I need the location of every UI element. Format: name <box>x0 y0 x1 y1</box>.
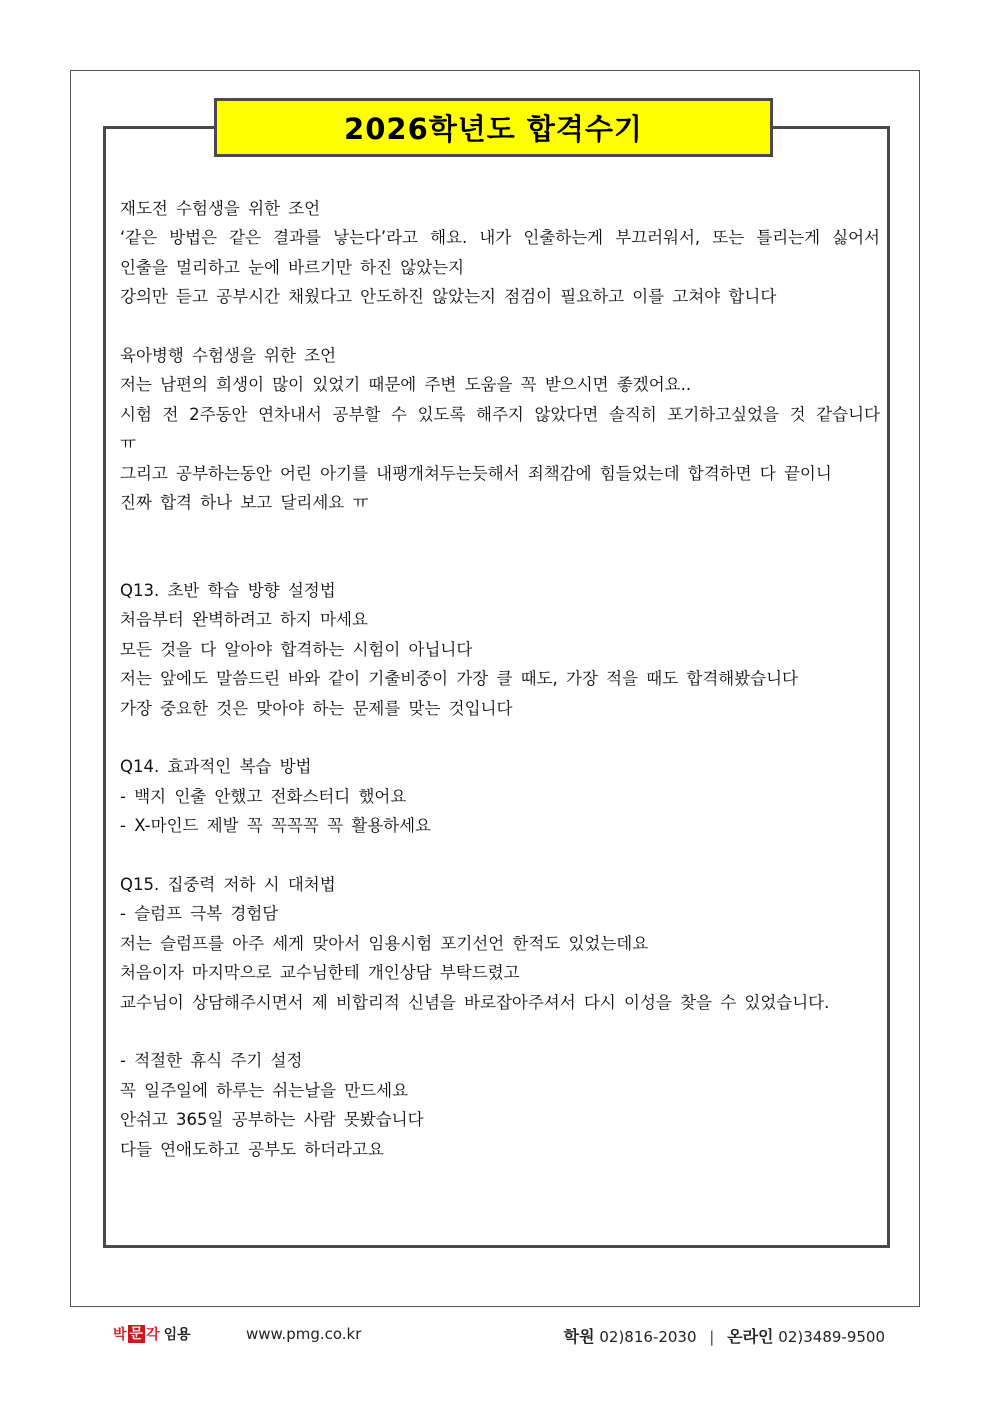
text-line: 강의만 듣고 공부시간 채웠다고 안도하진 않았는지 점검이 필요하고 이를 고쳐야 합니다 <box>120 287 777 307</box>
page-footer <box>0 1322 992 1348</box>
text-line: 안쉬고 365일 공부하는 사람 못봤습니다 <box>120 1110 424 1130</box>
paragraph-spacer <box>120 723 880 752</box>
text-line: 처음이자 마지막으로 교수님한테 개인상담 부탁드렸고 <box>120 963 520 983</box>
text-line: 처음부터 완벽하려고 하지 마세요 <box>120 610 368 630</box>
text-line: 가장 중요한 것은 맞아야 하는 문제를 맞는 것입니다 <box>120 698 513 718</box>
online-phone: 02)3489-9500 <box>778 1328 885 1346</box>
section-heading-line: Q13. 초반 학습 방향 설정법 <box>120 581 336 601</box>
text-line: 다들 연애도하고 공부도 하더라고요 <box>120 1139 384 1159</box>
academy-phone: 02)816-2030 <box>599 1328 697 1346</box>
online-label: 온라인 <box>727 1327 774 1346</box>
text-line: 교수님이 상담해주시면서 제 비합리적 신념을 바로잡아주셔서 다시 이성을 찾을 수 있었습니다. <box>120 992 830 1012</box>
text-line: ㅠ <box>120 434 136 454</box>
section-heading-line: 재도전 수험생을 위한 조언 <box>120 199 321 218</box>
paragraph-spacer <box>120 517 880 546</box>
section-heading-line: - 적절한 휴식 주기 설정 <box>120 1051 303 1071</box>
text-line: 꼭 일주일에 하루는 쉬는날을 만드세요 <box>120 1080 409 1100</box>
paragraph-spacer <box>120 312 880 341</box>
academy-label: 학원 <box>563 1327 595 1346</box>
text-line: - X-마인드 제발 꼭 꼭꼭꼭 꼭 활용하세요 <box>120 816 431 836</box>
section-heading-line: Q15. 집중력 저하 시 대처법 <box>120 874 336 894</box>
paragraph-spacer <box>120 1017 880 1046</box>
logo-text-3: 각 <box>146 1327 160 1343</box>
text-line: 저는 남편의 희생이 많이 있었기 때문에 주변 도움을 꼭 받으시면 좋겠어요.. <box>120 375 692 395</box>
logo-text-1: 박 <box>113 1327 127 1343</box>
testimonial-body <box>120 194 880 1164</box>
text-line: ‘같은 방법은 같은 결과를 낳는다’라고 해요. 내가 인출하는게 부끄러워서, 또는 틀리는게 싫어서 <box>120 228 880 248</box>
text-line: 모든 것을 다 알아야 합격하는 시험이 아닙니다 <box>120 639 473 659</box>
page-title: 2026학년도 합격수기 <box>344 112 643 146</box>
logo-text-4: 임용 <box>163 1327 191 1343</box>
text-line: 진짜 합격 하나 보고 달리세요 ㅠ <box>120 492 369 512</box>
website-link[interactable]: www.pmg.co.kr <box>246 1325 362 1343</box>
paragraph-spacer <box>120 547 880 576</box>
section-heading-line: Q14. 효과적인 복습 방법 <box>120 757 312 777</box>
text-line: 저는 슬럼프를 아주 세게 맞아서 임용시험 포기선언 한적도 있었는데요 <box>120 933 649 953</box>
contact-info <box>564 1324 885 1347</box>
contact-separator: | <box>709 1328 715 1346</box>
text-line: 그리고 공부하는동안 어린 아기를 내팽개쳐두는듯해서 죄책감에 힘들었는데 합격하면 다 끝이니 <box>120 463 832 483</box>
title-banner <box>214 98 773 157</box>
text-line: - 백지 인출 안했고 전화스터디 했어요 <box>120 786 407 806</box>
text-line: - 슬럼프 극복 경험담 <box>120 904 279 924</box>
text-line: 시험 전 2주동안 연차내서 공부할 수 있도록 해주지 않았다면 솔직히 포기하고싶었을 것 같습니다 <box>120 404 880 424</box>
section-heading-line: 육아병행 수험생을 위한 조언 <box>120 345 337 365</box>
text-line: 인출을 멀리하고 눈에 바르기만 하진 않았는지 <box>120 257 465 277</box>
paragraph-spacer <box>120 841 880 870</box>
publisher-logo <box>113 1324 191 1344</box>
logo-text-2: 문 <box>129 1326 144 1342</box>
text-line: 저는 앞에도 말씀드린 바와 같이 기출비중이 가장 클 때도, 가장 적을 때도 합격해봤습니다 <box>120 669 798 689</box>
